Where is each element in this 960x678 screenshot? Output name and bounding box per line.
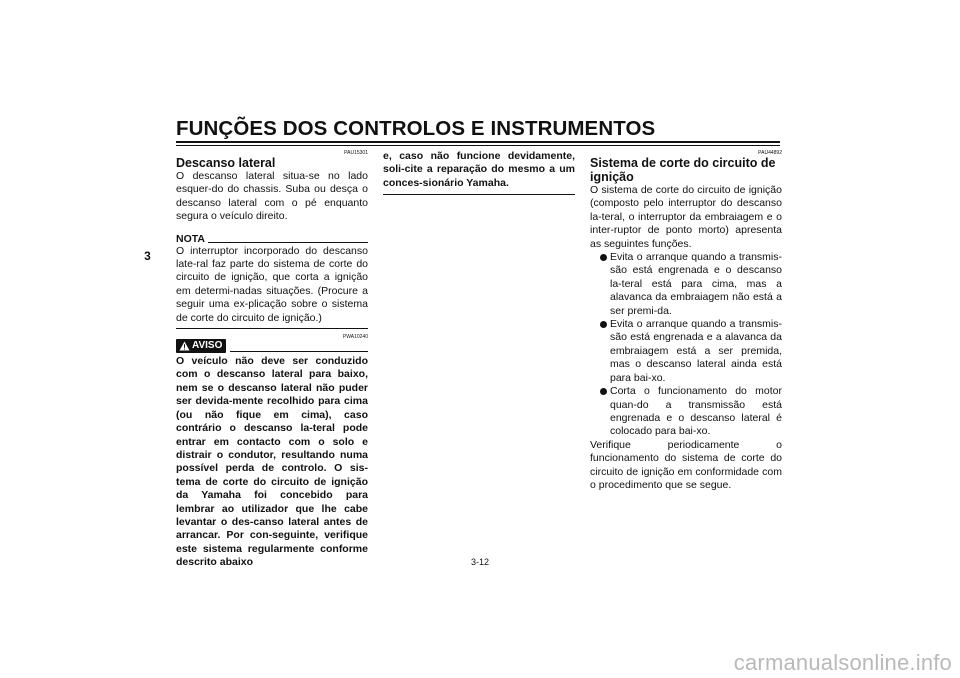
warning-label: AVISO [192, 340, 223, 352]
page-number: 3-12 [470, 557, 489, 567]
watermark: carmanualsonline.info [733, 650, 952, 675]
ignition-cutoff-closing: Verifique periodicamente o funcionamento do sistema de corte do circuito de ignição em conformidade com o procedimento que se segue. [590, 438, 782, 491]
side-stand-intro: O descanso lateral situa-se no lado esquer-do do chassis. Suba ou desça o descanso lateral com o pé enquanto segura o veículo direito. [176, 170, 368, 223]
note-text: O interruptor incorporado do descanso late-ral faz parte do sistema de corte do circuito de ignição, que corta a ignição em determi-nadas situações. (Procure a seguir uma ex-plicação sobre o sistema de corte do circuito de ignição.) [176, 244, 368, 324]
warning-end-rule [383, 194, 575, 195]
warning-triangle-icon [179, 341, 190, 351]
page-header [176, 118, 780, 146]
warning-code: PWA10240 [342, 334, 368, 341]
bullet-icon [600, 388, 607, 395]
section-code: PAU44892 [758, 150, 782, 156]
note-header [176, 232, 368, 245]
ignition-cutoff-intro: O sistema de corte do circuito de ignição (composto pelo interruptor do descanso la-teral, o interruptor da embraiagem e o inter-ruptor de ponto morto) apresenta as seguintes funções. [590, 184, 782, 250]
header-rule-thin [176, 145, 780, 146]
page-title: FUNÇÕES DOS CONTROLOS E INSTRUMENTOS [176, 117, 656, 140]
function-list [590, 251, 782, 439]
warning-continuation: e, caso não funcione devidamente, soli-cite a reparação do mesmo a um conces-sionário Yamaha. [383, 150, 575, 189]
section-title-side-stand: Descanso lateral [176, 156, 276, 170]
note-label: NOTA [176, 232, 205, 245]
note-end-rule [176, 328, 368, 329]
warning-badge [176, 339, 226, 353]
column-middle [383, 150, 575, 195]
warning-text: O veículo não deve ser conduzido com o descanso lateral para baixo, nem se o descanso lateral não puder ser devida-mente recolhido para cima (ou não fique em cima), caso contrário o descanso la-teral pode entrar em contacto com o solo e distrair o condutor, resultando numa possível perda de controlo. O sis-tema de corte do circuito de ignição da Yamaha foi concebido para lembrar ao utilizador que lhe cabe levantar o des-canso lateral antes de arrancar. Por con-seguinte, verifique este sistema regularmente conforme descrito abaixo [176, 355, 368, 569]
column-left [176, 150, 368, 570]
list-item: Corta o funcionamento do motor quan-do a transmissão está engrenada e o descanso lateral é colocado para bai-xo. [600, 385, 782, 439]
bullet-icon [600, 321, 607, 328]
chapter-tab: 3 [144, 249, 151, 263]
column-right [590, 150, 782, 492]
list-item: Evita o arranque quando a transmis-são está engrenada e o descanso la-teral está para cima, mas a alavanca da embraiagem não está a ser premi-da. [600, 251, 782, 318]
section-code: PAU15301 [344, 150, 368, 156]
bullet-icon [600, 254, 607, 261]
header-rule-thick [176, 141, 780, 143]
section-title-ignition-cutoff: Sistema de corte do circuito de ignição [590, 156, 776, 184]
list-item: Evita o arranque quando a transmis-são está engrenada e a alavanca da embraiagem está a ser premida, mas o descanso lateral ainda está para bai-xo. [600, 318, 782, 385]
warning-rule [230, 351, 368, 352]
note-rule [208, 242, 368, 243]
